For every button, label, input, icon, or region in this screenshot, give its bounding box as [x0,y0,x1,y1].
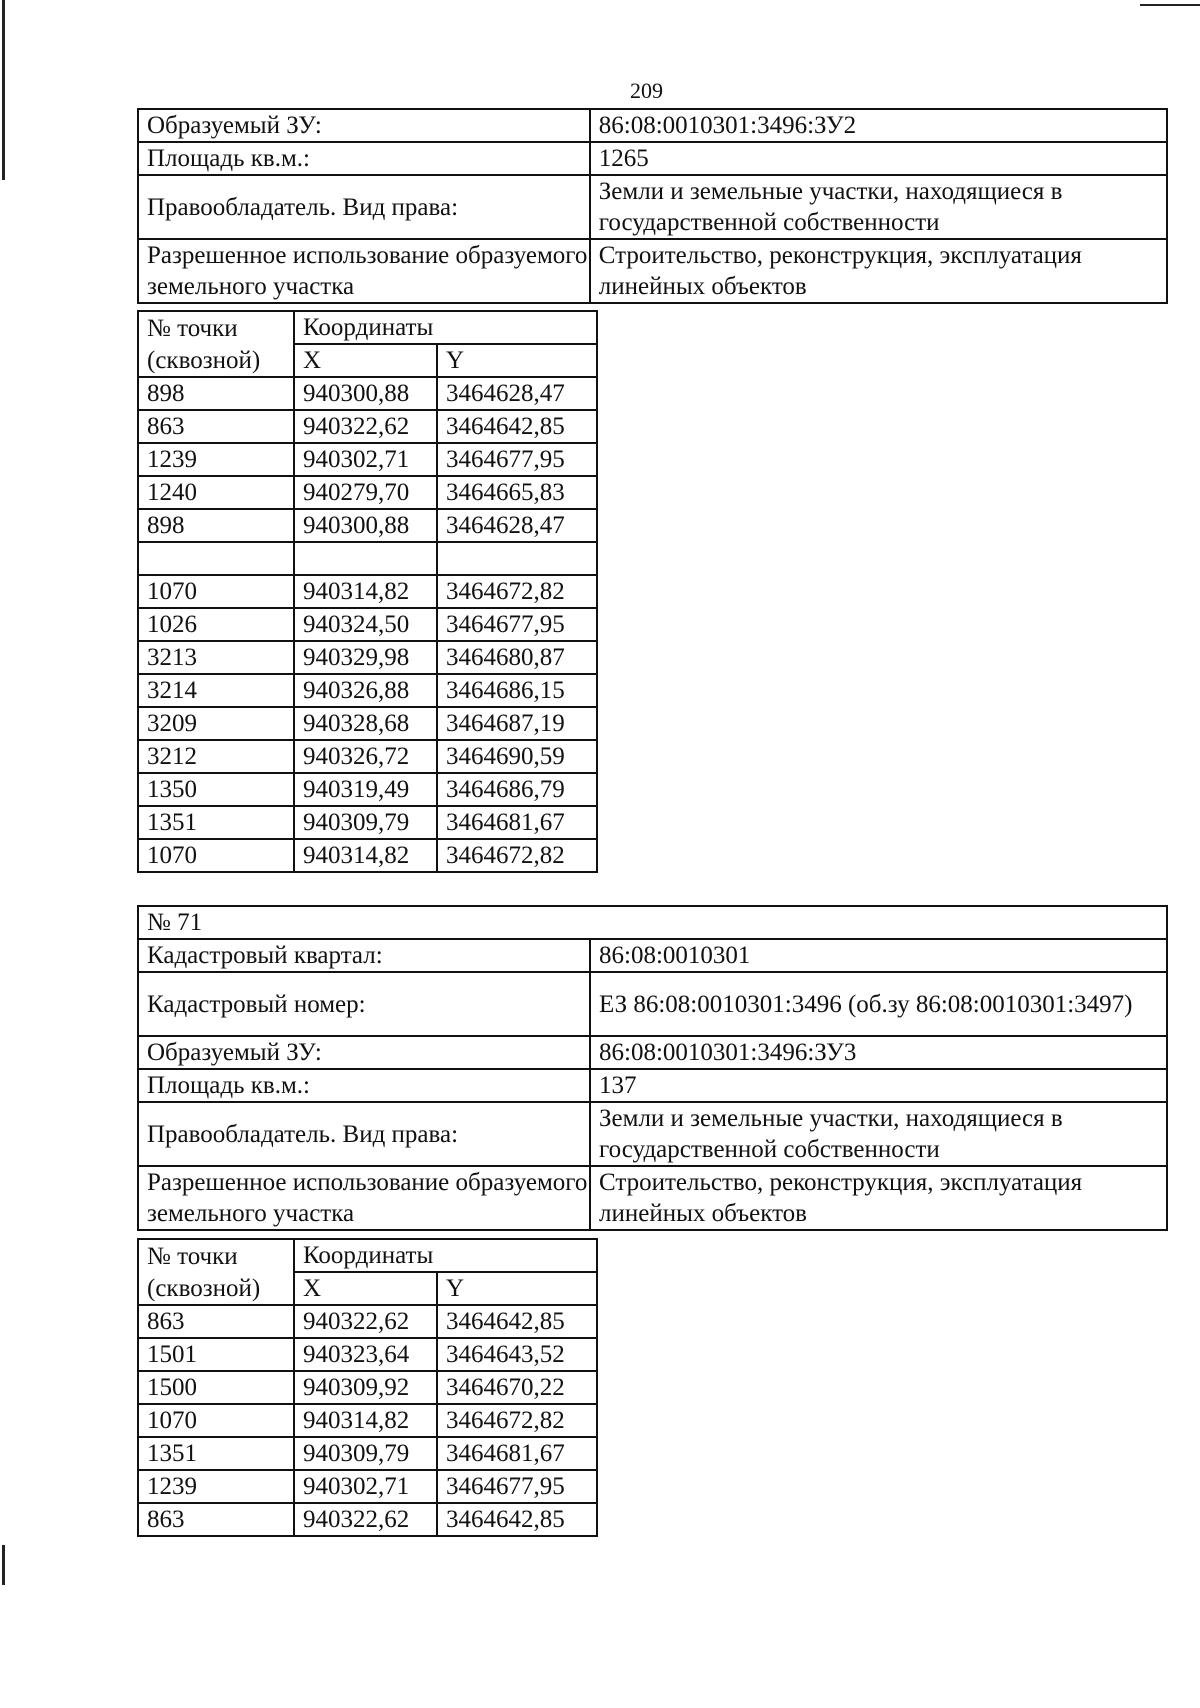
info-label: Кадастровый номер: [138,972,590,1036]
info-row [138,239,1167,303]
info-value: 86:08:0010301:3496:ЗУ3 [590,1036,1167,1069]
point-number-cell [138,542,294,575]
point-number-cell: 863 [138,410,294,443]
info-label: Правообладатель. Вид права: [138,1102,590,1166]
x-coordinate-cell: 940309,79 [294,1437,437,1470]
coords-subheader-row [138,1272,597,1305]
coordinate-row [138,740,597,773]
x-header: X [294,1272,437,1305]
y-coordinate-cell: 3464628,47 [437,377,597,410]
info-value: Строительство, реконструкция, эксплуатация линейных объектов [590,1166,1167,1230]
info-row [138,939,1167,972]
info-label: Образуемый ЗУ: [138,109,590,142]
coordinate-row [138,377,597,410]
info-value: Строительство, реконструкция, эксплуатация линейных объектов [590,239,1167,303]
coordinate-row [138,443,597,476]
info-label: Разрешенное использование образуемого земельного участка [138,1166,590,1230]
y-coordinate-cell: 3464665,83 [437,476,597,509]
scan-margin-mark [2,0,5,180]
x-header: X [294,344,437,377]
coordinate-row [138,608,597,641]
x-coordinate-cell: 940328,68 [294,707,437,740]
point-number-cell: 898 [138,509,294,542]
coordinate-row [138,410,597,443]
x-coordinate-cell: 940322,62 [294,1503,437,1536]
info-row [138,109,1167,142]
point-number-cell: 863 [138,1305,294,1338]
info-row [138,1166,1167,1230]
info-row [138,1102,1167,1166]
y-coordinate-cell: 3464642,85 [437,1503,597,1536]
coordinate-row [138,641,597,674]
point-number-cell: 1351 [138,806,294,839]
coordinate-row [138,1470,597,1503]
coordinate-row [138,1404,597,1437]
point-number-cell: 898 [138,377,294,410]
point-number-cell: 1026 [138,608,294,641]
info-row [138,142,1167,175]
point-number-subheader: (сквозной) [138,1272,294,1305]
x-coordinate-cell: 940322,62 [294,1305,437,1338]
y-coordinate-cell: 3464643,52 [437,1338,597,1371]
coordinate-row [138,1371,597,1404]
x-coordinate-cell: 940329,98 [294,641,437,674]
point-number-cell: 863 [138,1503,294,1536]
point-number-cell: 1351 [138,1437,294,1470]
info-label: Кадастровый квартал: [138,939,590,972]
info-row [138,1036,1167,1069]
info-label: Площадь кв.м.: [138,142,590,175]
coordinate-row [138,1437,597,1470]
y-coordinate-cell: 3464642,85 [437,410,597,443]
info-row [138,175,1167,239]
coordinate-row [138,674,597,707]
y-coordinate-cell: 3464687,19 [437,707,597,740]
point-number-cell: 1239 [138,1470,294,1503]
coordinate-row [138,773,597,806]
y-coordinate-cell: 3464677,95 [437,1470,597,1503]
point-number-cell: 1350 [138,773,294,806]
parcel-info-table-1 [137,108,1168,304]
point-number-cell: 3212 [138,740,294,773]
x-coordinate-cell: 940314,82 [294,839,437,872]
parcel-heading: № 71 [138,906,1167,939]
x-coordinate-cell: 940326,72 [294,740,437,773]
coordinate-row [138,1338,597,1371]
info-value: 86:08:0010301 [590,939,1167,972]
x-coordinate-cell: 940319,49 [294,773,437,806]
parcel-info-table-2 [137,905,1168,1231]
y-coordinate-cell: 3464686,15 [437,674,597,707]
coordinates-table-2 [137,1238,598,1537]
y-coordinate-cell [437,542,597,575]
x-coordinate-cell: 940300,88 [294,509,437,542]
coordinate-row [138,575,597,608]
y-coordinate-cell: 3464642,85 [437,1305,597,1338]
point-number-cell: 1070 [138,1404,294,1437]
coordinate-row [138,476,597,509]
y-coordinate-cell: 3464680,87 [437,641,597,674]
coords-subheader-row [138,344,597,377]
coords-header-row [138,1239,597,1272]
info-value: Земли и земельные участки, находящиеся в государственной собственности [590,1102,1167,1166]
coordinate-row [138,1503,597,1536]
coordinate-row [138,509,597,542]
x-coordinate-cell: 940322,62 [294,410,437,443]
info-value: 1265 [590,142,1167,175]
y-coordinate-cell: 3464677,95 [437,608,597,641]
info-heading-row [138,906,1167,939]
point-number-subheader: (сквозной) [138,344,294,377]
info-label: Разрешенное использование образуемого земельного участка [138,239,590,303]
coordinates-table-1 [137,310,598,873]
point-number-cell: 1500 [138,1371,294,1404]
info-label: Площадь кв.м.: [138,1069,590,1102]
coordinates-header-filler [437,311,597,344]
y-coordinate-cell: 3464670,22 [437,1371,597,1404]
point-number-cell: 1070 [138,575,294,608]
point-number-header: № точки [138,311,294,344]
x-coordinate-cell: 940279,70 [294,476,437,509]
y-coordinate-cell: 3464672,82 [437,1404,597,1437]
y-header: Y [437,344,597,377]
x-coordinate-cell: 940314,82 [294,575,437,608]
x-coordinate-cell: 940323,64 [294,1338,437,1371]
coordinate-row [138,707,597,740]
point-number-cell: 1501 [138,1338,294,1371]
point-number-cell: 3209 [138,707,294,740]
x-coordinate-cell: 940309,92 [294,1371,437,1404]
info-value: Земли и земельные участки, находящиеся в государственной собственности [590,175,1167,239]
page-number: 209 [630,78,663,103]
y-coordinate-cell: 3464686,79 [437,773,597,806]
x-coordinate-cell: 940309,79 [294,806,437,839]
coordinate-row [138,1305,597,1338]
point-number-header: № точки [138,1239,294,1272]
y-coordinate-cell: 3464672,82 [437,575,597,608]
y-coordinate-cell: 3464690,59 [437,740,597,773]
coordinate-row [138,839,597,872]
y-coordinate-cell: 3464681,67 [437,806,597,839]
point-number-cell: 1239 [138,443,294,476]
coords-header-row [138,311,597,344]
x-coordinate-cell: 940302,71 [294,443,437,476]
x-coordinate-cell: 940302,71 [294,1470,437,1503]
y-coordinate-cell: 3464677,95 [437,443,597,476]
y-header: Y [437,1272,597,1305]
info-row [138,1069,1167,1102]
coordinates-header-filler [437,1239,597,1272]
info-label: Правообладатель. Вид права: [138,175,590,239]
scan-margin-mark [1140,4,1200,6]
x-coordinate-cell [294,542,437,575]
y-coordinate-cell: 3464681,67 [437,1437,597,1470]
info-value: ЕЗ 86:08:0010301:3496 (об.зу 86:08:0010301:3497) [590,972,1167,1036]
coordinate-row [138,806,597,839]
x-coordinate-cell: 940300,88 [294,377,437,410]
info-value: 137 [590,1069,1167,1102]
x-coordinate-cell: 940326,88 [294,674,437,707]
scan-margin-mark [2,1545,5,1585]
point-number-cell: 3214 [138,674,294,707]
coordinate-row [138,542,597,575]
info-label: Образуемый ЗУ: [138,1036,590,1069]
info-value: 86:08:0010301:3496:ЗУ2 [590,109,1167,142]
y-coordinate-cell: 3464672,82 [437,839,597,872]
y-coordinate-cell: 3464628,47 [437,509,597,542]
point-number-cell: 1240 [138,476,294,509]
point-number-cell: 3213 [138,641,294,674]
x-coordinate-cell: 940314,82 [294,1404,437,1437]
info-row [138,972,1167,1036]
coordinates-header: Координаты [294,311,437,344]
coordinates-header: Координаты [294,1239,437,1272]
x-coordinate-cell: 940324,50 [294,608,437,641]
point-number-cell: 1070 [138,839,294,872]
